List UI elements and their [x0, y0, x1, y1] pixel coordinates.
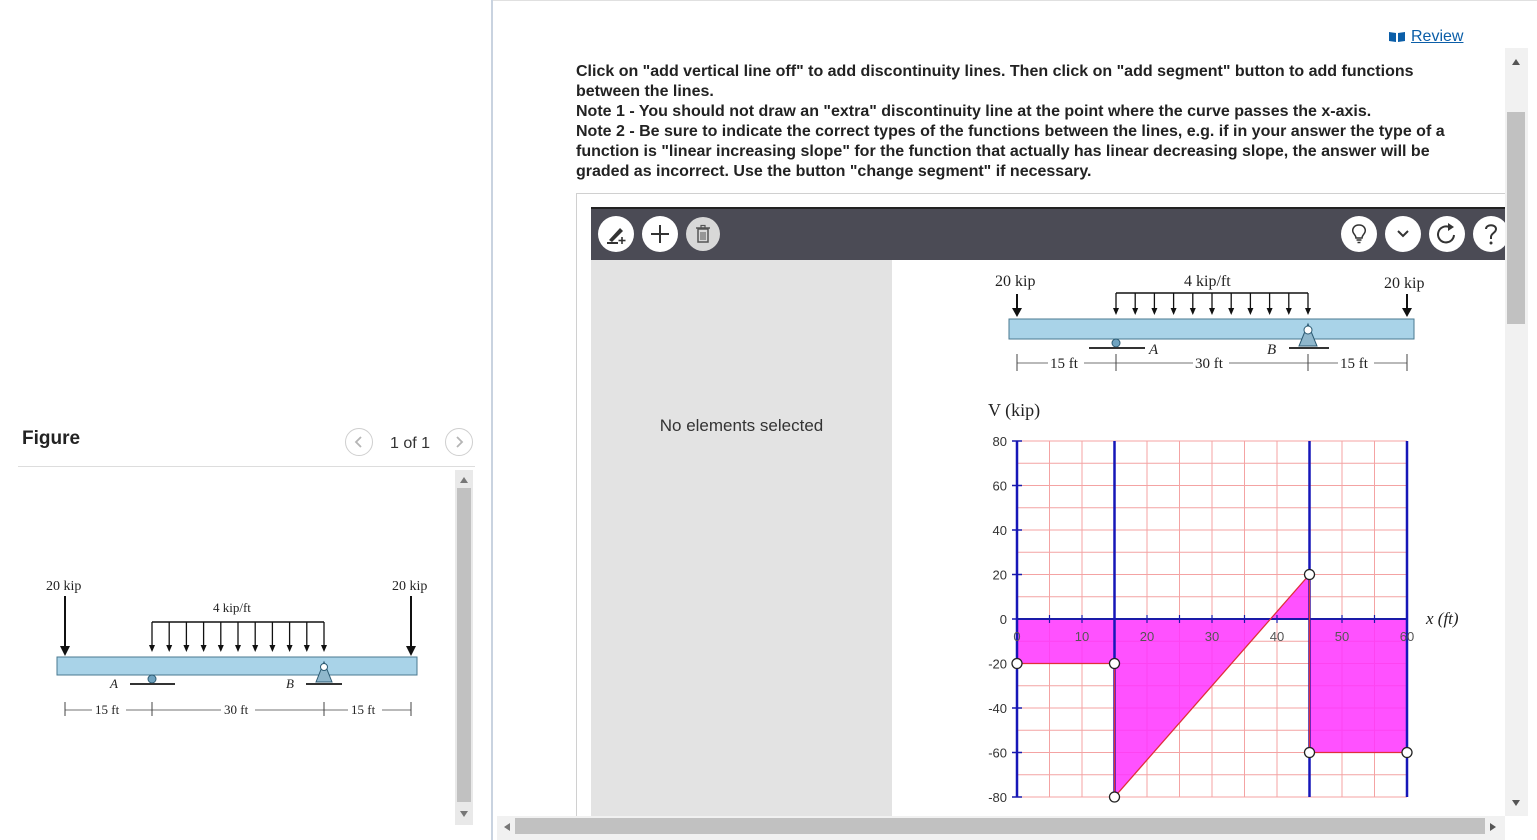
graph-dim-mid-label: 30 ft [1195, 356, 1223, 372]
y-tick-label: 0 [999, 612, 1007, 627]
main-scrollbar[interactable] [1505, 48, 1528, 816]
graph-dim-right-label: 15 ft [1340, 356, 1368, 372]
graph-support-b-pin-hole [1304, 326, 1312, 334]
graph-udl-arrowhead [1151, 308, 1157, 315]
udl-arrowhead [166, 645, 172, 652]
graph-distributed-load-label: 4 kip/ft [1184, 273, 1231, 290]
scroll-up-arrow[interactable] [460, 477, 468, 483]
graph-udl-arrowhead [1286, 308, 1292, 315]
book-icon [1388, 31, 1406, 43]
y-tick-label: 40 [992, 523, 1007, 538]
help-button[interactable] [1473, 216, 1509, 252]
figure-divider [18, 466, 475, 467]
curve-point[interactable] [1305, 748, 1315, 758]
review-link[interactable] [1388, 28, 1463, 46]
graph-udl-arrowhead [1267, 308, 1273, 315]
graph-load-right-arrowhead [1402, 308, 1412, 317]
y-tick-label: -60 [988, 745, 1007, 761]
curve-point[interactable] [1012, 659, 1022, 669]
dim-right-label: 15 ft [351, 702, 376, 717]
properties-panel [591, 260, 892, 820]
figure-pager: 1 of 1 [390, 435, 431, 452]
main-scroll-thumb[interactable] [1507, 112, 1525, 324]
graph-distributed-load-arrows [1113, 293, 1311, 315]
x-tick-label: 60 [1399, 629, 1415, 644]
instructions [576, 62, 1476, 182]
y-axis-label: V (kip) [988, 400, 1041, 420]
help-icon [1483, 222, 1499, 246]
add-vertical-line-icon [604, 222, 628, 246]
support-b-pin-hole [321, 664, 328, 671]
scroll-left-arrow[interactable] [504, 823, 510, 831]
curve-point[interactable] [1110, 792, 1120, 802]
graph-beam [1009, 319, 1414, 339]
load-right-label: 20 kip [392, 579, 428, 594]
graph-udl-arrowhead [1171, 308, 1177, 315]
beam-figure [30, 570, 440, 720]
graph-support-a-label: A [1149, 342, 1159, 358]
graph-load-left-arrowhead [1012, 308, 1022, 317]
y-tick-label: -40 [988, 701, 1007, 716]
figure-prev-button[interactable] [345, 428, 373, 456]
curve-point[interactable] [1402, 748, 1412, 758]
redo-icon [1435, 223, 1459, 245]
trash-icon [694, 224, 712, 244]
udl-arrowhead [183, 645, 189, 652]
distributed-load-arrows [149, 622, 327, 652]
x-tick-label: 40 [1269, 629, 1285, 644]
review-label: Review [1411, 28, 1464, 45]
x-tick-label: 20 [1139, 629, 1155, 644]
udl-arrowhead [149, 645, 155, 652]
curve-point[interactable] [1305, 570, 1315, 580]
figure-scrollbar[interactable] [455, 470, 473, 825]
graph-toolbar [591, 207, 1511, 260]
instruction-line-2: Note 1 - You should not draw an "extra" discontinuity line at the point where the curve passes the x-axis. [576, 103, 1372, 120]
graph-support-b-label: B [1267, 342, 1277, 358]
pane-divider[interactable] [491, 0, 493, 840]
load-right-arrowhead [406, 646, 416, 656]
graph-load-left-label: 20 kip [995, 273, 1036, 290]
support-a-roller [148, 675, 156, 683]
x-tick-label: 0 [1013, 629, 1021, 644]
x-axis-label: x (ft) [1426, 609, 1459, 628]
chevron-right-icon [454, 435, 464, 449]
udl-arrowhead [235, 645, 241, 652]
shear-diagram-chart[interactable] [960, 392, 1490, 814]
no-selection-message: No elements selected [659, 416, 824, 435]
x-tick-label: 10 [1074, 629, 1090, 644]
support-b-label: B [286, 676, 294, 691]
graph-udl-arrowhead [1305, 308, 1311, 315]
curve-point[interactable] [1110, 659, 1120, 669]
graph-dim-left-label: 15 ft [1050, 356, 1078, 372]
graph-udl-arrowhead [1247, 308, 1253, 315]
more-options-button[interactable] [1385, 216, 1421, 252]
x-tick-label: 30 [1204, 629, 1220, 644]
scroll-down-arrow[interactable] [460, 811, 468, 817]
graph-udl-arrowhead [1228, 308, 1234, 315]
y-tick-label: -20 [988, 656, 1007, 672]
graph-support-a-roller [1112, 339, 1120, 347]
udl-arrowhead [304, 645, 310, 652]
hint-button[interactable] [1341, 216, 1377, 252]
scroll-thumb[interactable] [457, 488, 471, 802]
y-tick-label: 20 [992, 567, 1007, 583]
redo-button[interactable] [1429, 216, 1465, 252]
distributed-load-label: 4 kip/ft [213, 600, 251, 615]
udl-arrowhead [269, 645, 275, 652]
udl-arrowhead [321, 645, 327, 652]
chevron-left-icon [354, 435, 364, 449]
scroll-right-arrow[interactable] [1490, 823, 1496, 831]
graph-udl-arrowhead [1132, 308, 1138, 315]
udl-arrowhead [201, 645, 207, 652]
lightbulb-icon [1349, 223, 1369, 245]
instruction-line-3: Note 2 - Be sure to indicate the correct types of the functions between the lines, e.g. if in your answer the type of a function is "linear increasing slope" for the function that actually has linear decreasing slope, the answer will be graded as incorrect. Use the button "change segment" if necessary. [576, 123, 1445, 180]
udl-arrowhead [287, 645, 293, 652]
beam [57, 657, 417, 675]
x-tick-label: 50 [1334, 629, 1350, 644]
main-horizontal-scrollbar[interactable] [497, 816, 1505, 840]
chevron-down-icon [1395, 229, 1411, 239]
figure-next-button[interactable] [445, 428, 473, 456]
support-a-label: A [110, 676, 118, 691]
add-vertical-line-button[interactable] [598, 216, 634, 252]
figure-title: Figure [22, 428, 81, 449]
main-scroll-down-arrow[interactable] [1512, 800, 1520, 806]
y-tick-label: 60 [992, 478, 1007, 494]
graph-udl-arrowhead [1113, 308, 1119, 315]
horizontal-scroll-thumb[interactable] [515, 818, 1485, 834]
graph-load-right-label: 20 kip [1384, 275, 1425, 292]
dim-left-label: 15 ft [95, 702, 120, 717]
graph-udl-arrowhead [1190, 308, 1196, 315]
load-left-arrowhead [60, 646, 70, 656]
add-segment-button[interactable] [642, 216, 678, 252]
main-scroll-up-arrow[interactable] [1512, 59, 1520, 65]
beam-figure-large [985, 266, 1445, 378]
add-segment-icon [649, 223, 671, 245]
graph-udl-arrowhead [1209, 308, 1215, 315]
load-left-label: 20 kip [46, 579, 82, 594]
y-tick-label: -80 [988, 790, 1007, 805]
udl-arrowhead [218, 645, 224, 652]
y-tick-label: 80 [992, 434, 1007, 449]
instruction-line-1: Click on "add vertical line off" to add discontinuity lines. Then click on "add segment" button to add functions between the lines. [576, 63, 1414, 100]
delete-button[interactable] [686, 217, 720, 251]
udl-arrowhead [252, 645, 258, 652]
dim-mid-label: 30 ft [224, 702, 249, 717]
